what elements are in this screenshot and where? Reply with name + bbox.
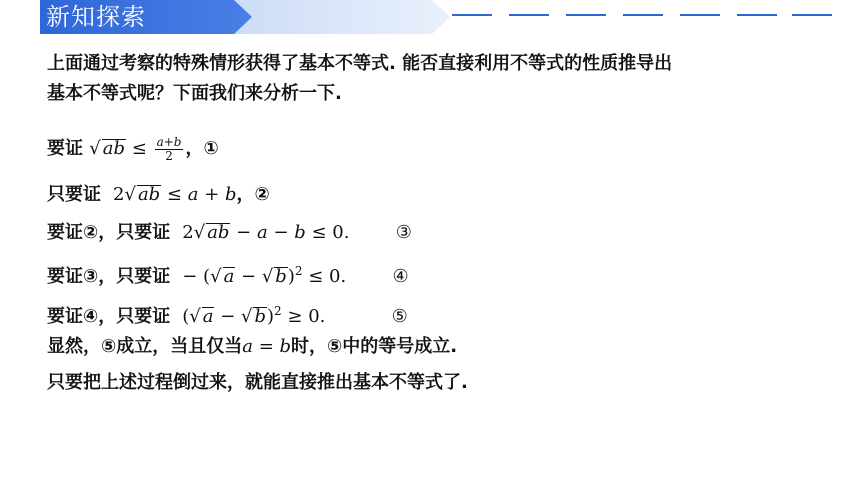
- header-dash: [623, 14, 663, 16]
- header-dash: [737, 14, 777, 16]
- section-banner: [40, 0, 460, 34]
- conclusion-line-2: 只要把上述过程倒过来，就能直接推出基本不等式了.: [47, 372, 468, 393]
- step-2-prefix: 只要证: [47, 184, 101, 205]
- step-1-formula: √ ab ≤ $\frac{a+b}{2}$: [89, 134, 182, 163]
- step-2-formula: 2√ ab ≤ a + b: [107, 184, 237, 205]
- conclusion-part-2: 时，⑤中的等号成立.: [291, 336, 458, 357]
- step-4-formula: − (√ a − √ b)$^2$ ≤ 0.: [176, 264, 347, 287]
- step-4-prefix: 要证③，只要证: [47, 266, 171, 287]
- proof-step-1: [47, 132, 219, 166]
- conclusion-line-1: [47, 330, 457, 364]
- step-1-prefix: 要证: [47, 138, 83, 159]
- intro-paragraph: [47, 49, 837, 109]
- step-5-prefix: 要证④，只要证: [47, 306, 171, 327]
- header-dash: [566, 14, 606, 16]
- intro-line-1: 上面通过考察的特殊情形获得了基本不等式. 能否直接利用不等式的性质推导出: [47, 53, 673, 74]
- proof-step-3: [47, 216, 412, 250]
- header-dash: [452, 14, 492, 16]
- step-3-prefix: 要证②，只要证: [47, 222, 171, 243]
- proof-step-4: [47, 254, 409, 288]
- step-4-marker: ④: [392, 266, 409, 287]
- proof-step-5: [47, 294, 408, 328]
- step-5-formula: (√ a − √ b)$^2$ ≥ 0.: [176, 304, 326, 327]
- step-3-marker: ③: [395, 222, 412, 243]
- step-2-suffix: ，②: [236, 184, 270, 205]
- header-dash: [680, 14, 720, 16]
- intro-line-2: 基本不等式呢？下面我们来分析一下.: [47, 83, 342, 104]
- banner-title: 新知探索: [46, 3, 146, 31]
- conclusion-formula: a = b: [242, 336, 292, 357]
- step-1-suffix: ，①: [185, 138, 219, 159]
- header-dash: [509, 14, 549, 16]
- step-3-formula: 2√ ab − a − b ≤ 0.: [176, 222, 350, 243]
- header-dash: [792, 14, 832, 16]
- conclusion-part-1: 显然，⑤成立，当且仅当: [47, 336, 243, 357]
- step-5-marker: ⑤: [391, 306, 408, 327]
- proof-step-2: [47, 178, 270, 212]
